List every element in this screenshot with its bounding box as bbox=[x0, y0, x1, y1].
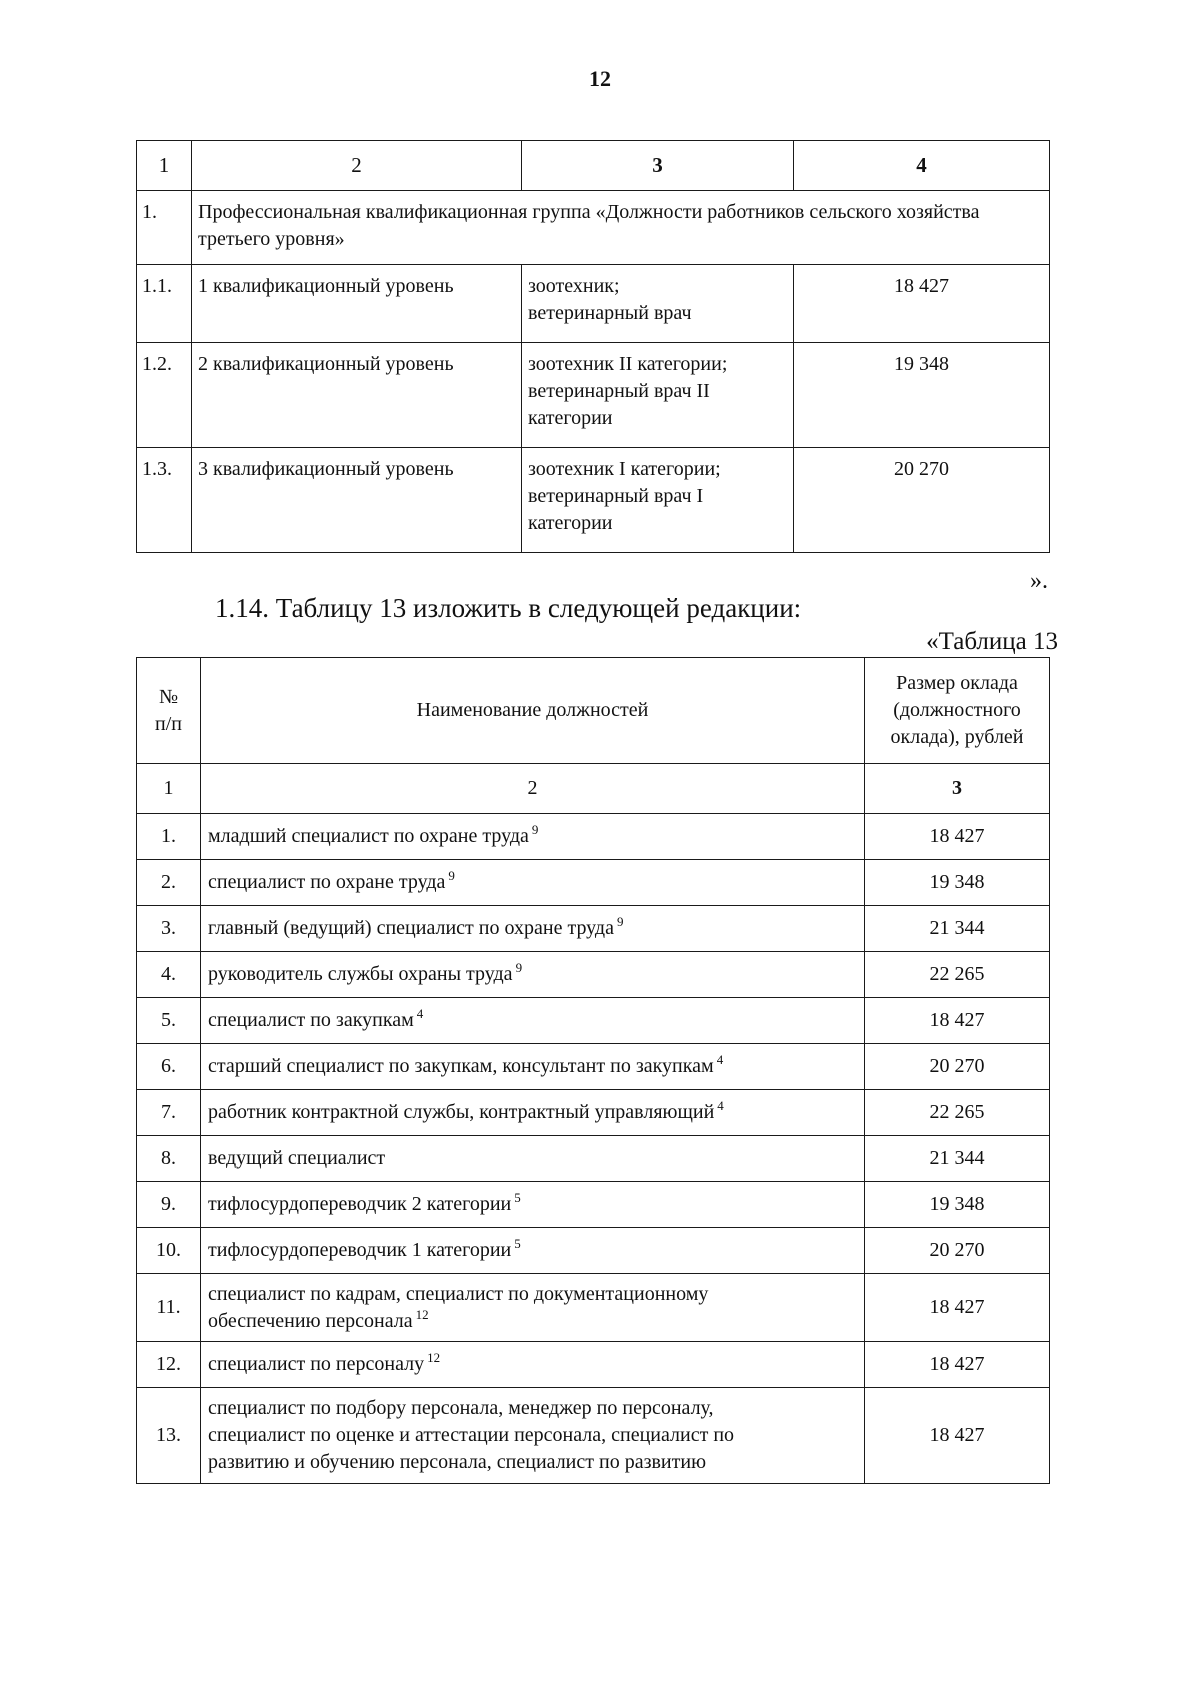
table1-col-2: 2 bbox=[192, 141, 522, 191]
salary-value: 18 427 bbox=[794, 265, 1050, 343]
salary-value: 22 265 bbox=[865, 1090, 1050, 1136]
position-name-text: специалист по персоналу bbox=[208, 1353, 425, 1375]
position-name-text: специалист по закупкам bbox=[208, 1009, 414, 1031]
table1-col-4: 4 bbox=[794, 141, 1050, 191]
qualification-level: 3 квалификационный уровень bbox=[192, 448, 522, 553]
position-name-line bbox=[208, 1395, 858, 1422]
table2-row bbox=[137, 1274, 1050, 1342]
salary-value: 18 427 bbox=[865, 1388, 1050, 1484]
salary-value: 19 348 bbox=[865, 860, 1050, 906]
position-line: ветеринарный врач I bbox=[528, 485, 704, 507]
position-name-text: обеспечению персонала bbox=[208, 1309, 413, 1332]
table1-row bbox=[137, 448, 1050, 553]
position-line: категории bbox=[528, 407, 613, 429]
position-name-line bbox=[208, 1449, 858, 1476]
position-name-line bbox=[208, 823, 858, 850]
position-name-text: специалист по кадрам, специалист по документационному bbox=[208, 1282, 709, 1305]
footnote-marker: 5 bbox=[514, 1190, 521, 1205]
table2-header-name: Наименование должностей bbox=[201, 658, 865, 764]
position-name-line bbox=[208, 1145, 858, 1172]
position-line: ветеринарный врач bbox=[528, 302, 692, 324]
position-name-text: тифлосурдопереводчик 2 категории bbox=[208, 1193, 512, 1215]
salary-value: 20 270 bbox=[794, 448, 1050, 553]
table2-row bbox=[137, 1388, 1050, 1484]
position-name-line bbox=[208, 1237, 858, 1264]
table2-row bbox=[137, 1136, 1050, 1182]
footnote-marker: 12 bbox=[415, 1306, 429, 1322]
group-title: Профессиональная квалификационная группа «Должности работников сельского хозяйства третьего уровня» bbox=[192, 191, 1050, 265]
table2-colnum-3: 3 bbox=[865, 764, 1050, 814]
position-name bbox=[201, 814, 865, 860]
closing-quote: ». bbox=[1030, 568, 1048, 594]
position-name bbox=[201, 1044, 865, 1090]
table-label: «Таблица 13 bbox=[926, 628, 1058, 655]
positions-table bbox=[136, 657, 1050, 1484]
table1-col-1: 1 bbox=[137, 141, 192, 191]
table2-header-num bbox=[137, 658, 201, 764]
position-name-text: специалист по подбору персонала, менеджер по персоналу, bbox=[208, 1397, 714, 1419]
row-number: 1. bbox=[137, 814, 201, 860]
position-name bbox=[201, 952, 865, 998]
table2-row bbox=[137, 1342, 1050, 1388]
position-list bbox=[522, 343, 794, 448]
table2-row bbox=[137, 814, 1050, 860]
footnote-marker: 9 bbox=[515, 960, 523, 975]
table2-colnum-2: 2 bbox=[201, 764, 865, 814]
table2-header-row bbox=[137, 658, 1050, 764]
table1-row bbox=[137, 343, 1050, 448]
table2-row bbox=[137, 952, 1050, 998]
position-name bbox=[201, 1228, 865, 1274]
position-name-line bbox=[208, 1099, 858, 1126]
position-name-text: специалист по оценке и аттестации персонала, специалист по bbox=[208, 1424, 735, 1446]
row-number: 7. bbox=[137, 1090, 201, 1136]
qualification-table bbox=[136, 140, 1050, 553]
position-line: категории bbox=[528, 512, 613, 534]
footnote-marker: 4 bbox=[416, 1006, 424, 1021]
position-name-text: ведущий специалист bbox=[208, 1147, 386, 1169]
row-number: 5. bbox=[137, 998, 201, 1044]
footnote-marker: 9 bbox=[448, 868, 455, 883]
position-name bbox=[201, 1342, 865, 1388]
position-name bbox=[201, 998, 865, 1044]
position-name-text: младший специалист по охране труда bbox=[208, 825, 529, 847]
position-name bbox=[201, 906, 865, 952]
row-number: 3. bbox=[137, 906, 201, 952]
position-line: зоотехник I категории; bbox=[528, 458, 721, 480]
page-number: 12 bbox=[589, 66, 611, 91]
row-number: 2. bbox=[137, 860, 201, 906]
position-line: ветеринарный врач II bbox=[528, 380, 710, 402]
row-number: 1.2. bbox=[137, 343, 192, 448]
salary-value: 18 427 bbox=[865, 814, 1050, 860]
row-number: 8. bbox=[137, 1136, 201, 1182]
salary-value: 21 344 bbox=[865, 906, 1050, 952]
table2-colnum-1: 1 bbox=[137, 764, 201, 814]
position-line: зоотехник; bbox=[528, 275, 620, 297]
position-name bbox=[201, 1388, 865, 1484]
group-number: 1. bbox=[137, 191, 192, 265]
header-num-symbol: № bbox=[158, 685, 179, 708]
position-name-line bbox=[208, 1007, 858, 1034]
salary-value: 21 344 bbox=[865, 1136, 1050, 1182]
position-name-line bbox=[208, 961, 858, 988]
position-name-text: руководитель службы охраны труда bbox=[208, 963, 513, 985]
position-name-line bbox=[208, 869, 858, 896]
table2-row bbox=[137, 1044, 1050, 1090]
salary-value: 20 270 bbox=[865, 1228, 1050, 1274]
position-name-text: тифлосурдопереводчик 1 категории bbox=[208, 1239, 512, 1261]
table1-col-3: 3 bbox=[522, 141, 794, 191]
header-salary-line-2: (должностного bbox=[893, 699, 1021, 721]
salary-value: 18 427 bbox=[865, 1342, 1050, 1388]
position-name-text: специалист по охране труда bbox=[208, 871, 446, 893]
footnote-marker: 9 bbox=[616, 914, 624, 929]
position-name-text: работник контрактной службы, контрактный управляющий bbox=[208, 1101, 715, 1123]
position-name bbox=[201, 1136, 865, 1182]
table2-row bbox=[137, 906, 1050, 952]
position-name bbox=[201, 860, 865, 906]
footnote-marker: 9 bbox=[531, 822, 539, 837]
header-salary-line-3: оклада), рублей bbox=[890, 726, 1024, 748]
position-name-line bbox=[208, 915, 858, 942]
row-number: 4. bbox=[137, 952, 201, 998]
table2-header-salary bbox=[865, 658, 1050, 764]
salary-value: 19 348 bbox=[865, 1182, 1050, 1228]
qualification-level: 1 квалификационный уровень bbox=[192, 265, 522, 343]
position-name-line bbox=[208, 1308, 858, 1335]
position-name bbox=[201, 1274, 865, 1342]
position-name-line bbox=[208, 1422, 858, 1449]
position-name bbox=[201, 1090, 865, 1136]
position-name-text: развитию и обучению персонала, специалист по развитию bbox=[208, 1451, 707, 1473]
footnote-marker: 5 bbox=[514, 1236, 521, 1251]
qualification-level: 2 квалификационный уровень bbox=[192, 343, 522, 448]
salary-value: 20 270 bbox=[865, 1044, 1050, 1090]
table2-row bbox=[137, 1090, 1050, 1136]
position-list bbox=[522, 265, 794, 343]
header-num-abbr: п/п bbox=[155, 712, 182, 735]
row-number: 1.3. bbox=[137, 448, 192, 553]
section-heading: 1.14. Таблицу 13 изложить в следующей редакции: bbox=[215, 593, 802, 623]
row-number: 13. bbox=[137, 1388, 201, 1484]
row-number: 12. bbox=[137, 1342, 201, 1388]
row-number: 1.1. bbox=[137, 265, 192, 343]
salary-value: 18 427 bbox=[865, 1274, 1050, 1342]
row-number: 11. bbox=[137, 1274, 201, 1342]
table2-row bbox=[137, 998, 1050, 1044]
footnote-marker: 4 bbox=[716, 1052, 724, 1067]
header-salary-line-1: Размер оклада bbox=[896, 672, 1018, 694]
salary-value: 19 348 bbox=[794, 343, 1050, 448]
table2-row bbox=[137, 1182, 1050, 1228]
salary-value: 18 427 bbox=[865, 998, 1050, 1044]
position-line: зоотехник II категории; bbox=[528, 353, 728, 375]
footnote-marker: 12 bbox=[427, 1350, 441, 1365]
table1-row bbox=[137, 265, 1050, 343]
position-name bbox=[201, 1182, 865, 1228]
table1-group-row bbox=[137, 191, 1050, 265]
position-list bbox=[522, 448, 794, 553]
position-name-line bbox=[208, 1191, 858, 1218]
table1-header-row bbox=[137, 141, 1050, 191]
footnote-marker: 4 bbox=[717, 1098, 724, 1113]
table2-row bbox=[137, 860, 1050, 906]
row-number: 6. bbox=[137, 1044, 201, 1090]
salary-value: 22 265 bbox=[865, 952, 1050, 998]
position-name-text: главный (ведущий) специалист по охране труда bbox=[208, 917, 614, 939]
position-name-line bbox=[208, 1351, 858, 1378]
table2-colnum-row bbox=[137, 764, 1050, 814]
position-name-line bbox=[208, 1281, 858, 1308]
position-name-text: старший специалист по закупкам, консультант по закупкам bbox=[208, 1055, 714, 1077]
row-number: 10. bbox=[137, 1228, 201, 1274]
row-number: 9. bbox=[137, 1182, 201, 1228]
position-name-line bbox=[208, 1053, 858, 1080]
table2-row bbox=[137, 1228, 1050, 1274]
